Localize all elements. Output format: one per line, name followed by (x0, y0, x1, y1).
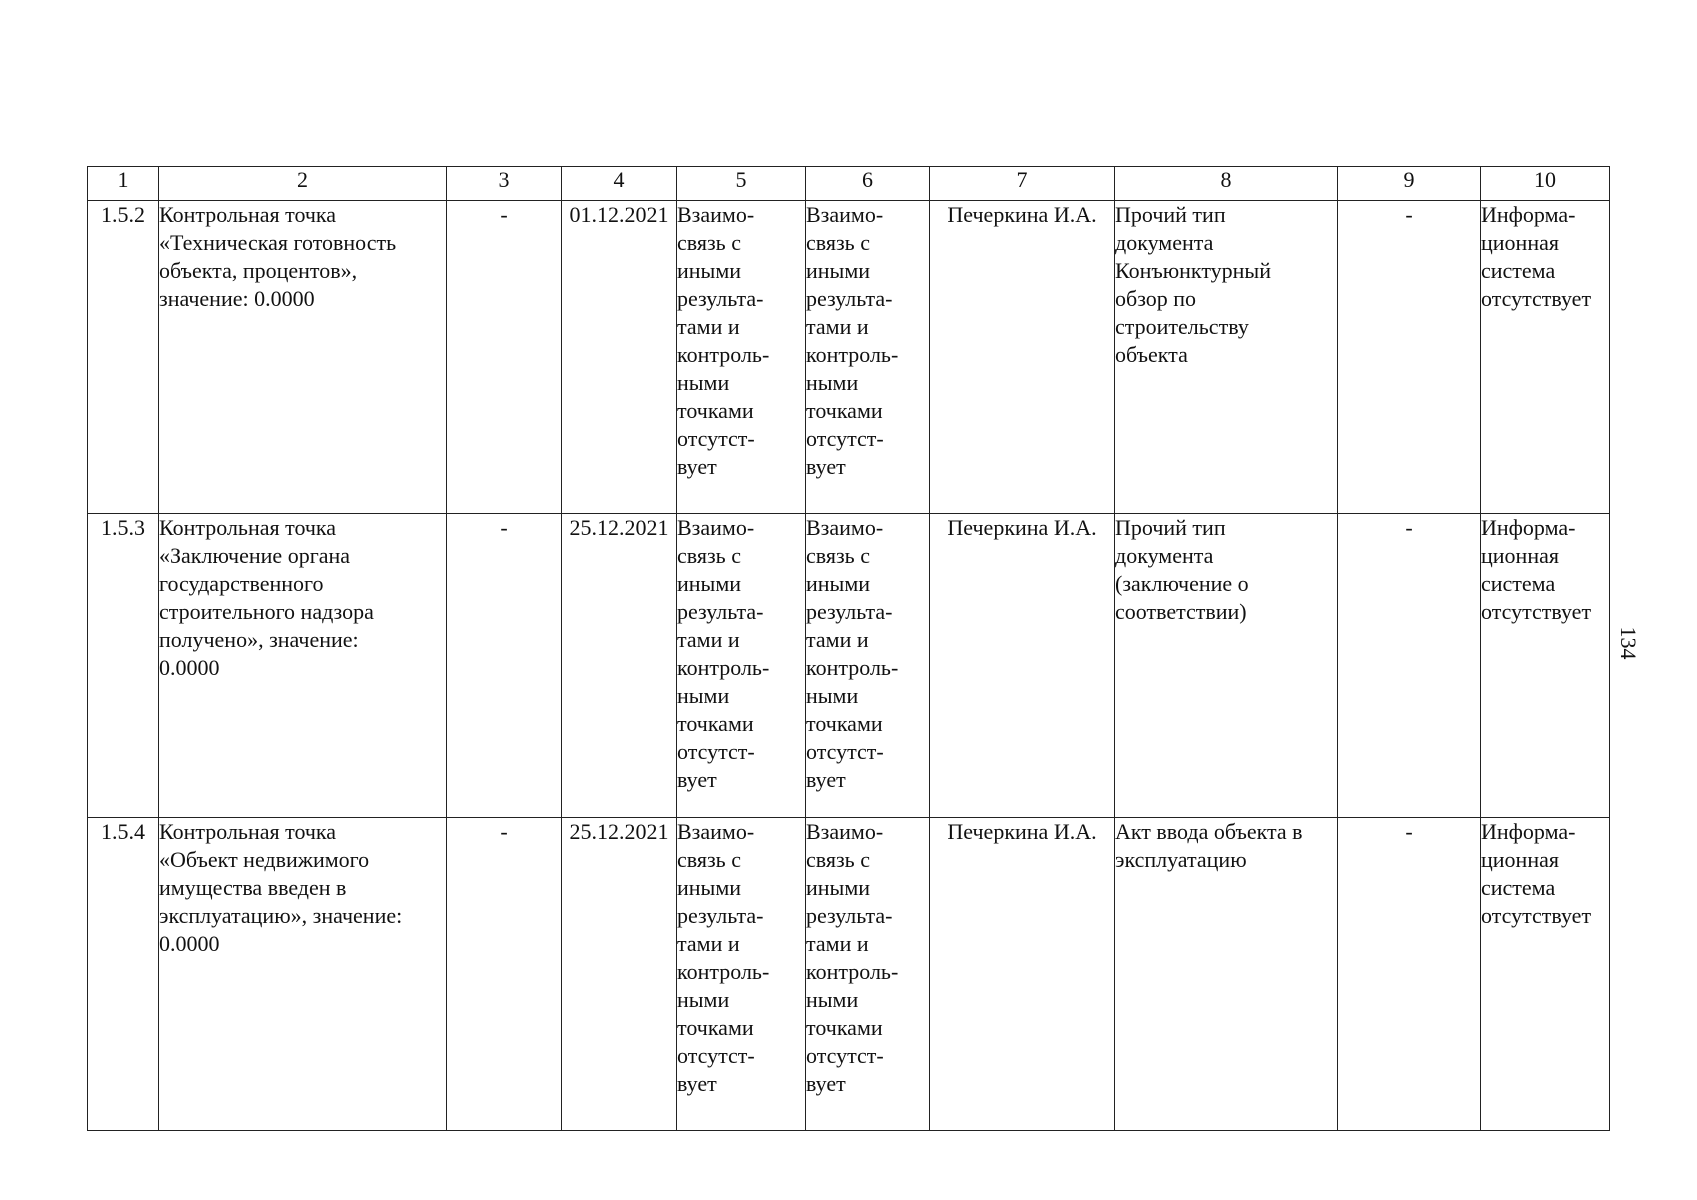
relation-cell-col6-line: вует (806, 1071, 846, 1096)
relation-cell-col5 (677, 201, 806, 514)
information-system-cell-line: система (1481, 875, 1556, 900)
control-point-name-cell (159, 818, 447, 1131)
relation-cell-col5-line: отсутст- (677, 1043, 755, 1068)
relation-cell-col6-line: вует (806, 767, 846, 792)
relation-cell-col5 (677, 818, 806, 1131)
relation-cell-col5-line: ными (677, 683, 730, 708)
control-point-name-cell-line: «Техническая готовность (159, 230, 397, 255)
relation-cell-col6-line: точками (806, 711, 883, 736)
date-cell: 01.12.2021 (562, 201, 677, 514)
table-body (88, 201, 1610, 1131)
responsible-person-cell: Печеркина И.А. (930, 514, 1115, 818)
column-header: 8 (1115, 167, 1338, 201)
relation-cell-col6-line: отсутст- (806, 1043, 884, 1068)
responsible-person-cell: Печеркина И.А. (930, 201, 1115, 514)
document-type-cell-line: эксплуатацию (1115, 847, 1247, 872)
control-point-name-cell-line: имущества введен в (159, 875, 347, 900)
relation-cell-col5-line: Взаимо- (677, 202, 755, 227)
document-type-cell-line: документа (1115, 543, 1214, 568)
relation-cell-col5-line: результа- (677, 903, 764, 928)
date-cell: 25.12.2021 (562, 818, 677, 1131)
control-point-name-cell-line: получено», значение: (159, 627, 359, 652)
document-type-cell-line: обзор по (1115, 286, 1197, 311)
relation-cell-col5-line: связь с (677, 230, 741, 255)
responsible-person-cell: Печеркина И.А. (930, 818, 1115, 1131)
information-system-cell-line: Информа- (1481, 202, 1576, 227)
control-point-name-cell-line: государственного (159, 571, 324, 596)
column-3-cell: - (447, 818, 562, 1131)
row-number-cell: 1.5.2 (88, 201, 159, 514)
column-header: 9 (1338, 167, 1481, 201)
control-point-name-cell-line: эксплуатацию», значение: (159, 903, 403, 928)
table-row (88, 514, 1610, 818)
relation-cell-col6-line: Взаимо- (806, 202, 884, 227)
relation-cell-col6-line: точками (806, 1015, 883, 1040)
control-point-name-cell-line: строительного надзора (159, 599, 374, 624)
column-header: 4 (562, 167, 677, 201)
document-type-cell-line: Конъюнктурный (1115, 258, 1271, 283)
control-point-name-cell-line: Контрольная точка (159, 819, 337, 844)
column-9-cell: - (1338, 818, 1481, 1131)
relation-cell-col5-line: результа- (677, 286, 764, 311)
information-system-cell-line: отсутствует (1481, 903, 1592, 928)
relation-cell-col6-line: тами и (806, 314, 869, 339)
relation-cell-col5-line: тами и (677, 931, 740, 956)
information-system-cell-line: Информа- (1481, 819, 1576, 844)
relation-cell-col5-line: ными (677, 370, 730, 395)
information-system-cell-line: отсутствует (1481, 286, 1592, 311)
column-3-cell: - (447, 514, 562, 818)
relation-cell-col6-line: результа- (806, 286, 893, 311)
relation-cell-col5-line: тами и (677, 314, 740, 339)
relation-cell-col5-line: тами и (677, 627, 740, 652)
relation-cell-col6-line: ными (806, 370, 859, 395)
column-9-cell: - (1338, 201, 1481, 514)
relation-cell-col5-line: Взаимо- (677, 515, 755, 540)
information-system-cell (1481, 514, 1610, 818)
document-type-cell-line: Прочий тип (1115, 202, 1226, 227)
control-point-name-cell-line: «Объект недвижимого (159, 847, 370, 872)
relation-cell-col6-line: связь с (806, 230, 870, 255)
document-type-cell-line: Прочий тип (1115, 515, 1226, 540)
relation-cell-col5-line: точками (677, 1015, 754, 1040)
information-system-cell-line: Информа- (1481, 515, 1576, 540)
relation-cell-col6-line: ными (806, 987, 859, 1012)
relation-cell-col5-line: вует (677, 767, 717, 792)
relation-cell-col6 (806, 201, 930, 514)
information-system-cell-line: система (1481, 258, 1556, 283)
relation-cell-col6-line: контроль- (806, 959, 899, 984)
document-type-cell (1115, 514, 1338, 818)
document-type-cell-line: соответствии) (1115, 599, 1247, 624)
information-system-cell-line: ционная (1481, 847, 1559, 872)
relation-cell-col6-line: Взаимо- (806, 819, 884, 844)
relation-cell-col5-line: отсутст- (677, 739, 755, 764)
column-header: 5 (677, 167, 806, 201)
table-row (88, 818, 1610, 1131)
relation-cell-col5-line: иными (677, 258, 742, 283)
information-system-cell (1481, 818, 1610, 1131)
control-point-name-cell-line: значение: 0.0000 (159, 286, 315, 311)
row-number-cell: 1.5.4 (88, 818, 159, 1131)
relation-cell-col6-line: иными (806, 258, 871, 283)
relation-cell-col6-line: отсутст- (806, 426, 884, 451)
table-row (88, 201, 1610, 514)
relation-cell-col6-line: вует (806, 454, 846, 479)
document-type-cell-line: строительству (1115, 314, 1249, 339)
relation-cell-col5 (677, 514, 806, 818)
relation-cell-col6-line: иными (806, 571, 871, 596)
row-number-cell: 1.5.3 (88, 514, 159, 818)
control-point-name-cell-line: Контрольная точка (159, 515, 337, 540)
control-point-name-cell-line: Контрольная точка (159, 202, 337, 227)
page-number: 134 (1616, 626, 1641, 660)
relation-cell-col5-line: ными (677, 987, 730, 1012)
relation-cell-col6-line: контроль- (806, 342, 899, 367)
information-system-cell-line: отсутствует (1481, 599, 1592, 624)
control-point-name-cell-line: «Заключение органа (159, 543, 351, 568)
control-point-name-cell (159, 201, 447, 514)
relation-cell-col6-line: отсутст- (806, 739, 884, 764)
relation-cell-col5-line: результа- (677, 599, 764, 624)
table-header-row (88, 167, 1610, 201)
relation-cell-col6-line: ными (806, 683, 859, 708)
column-header: 7 (930, 167, 1115, 201)
relation-cell-col5-line: отсутст- (677, 426, 755, 451)
document-type-cell (1115, 201, 1338, 514)
information-system-cell-line: система (1481, 571, 1556, 596)
column-3-cell: - (447, 201, 562, 514)
relation-cell-col6-line: контроль- (806, 655, 899, 680)
relation-cell-col6-line: иными (806, 875, 871, 900)
relation-cell-col5-line: Взаимо- (677, 819, 755, 844)
date-cell: 25.12.2021 (562, 514, 677, 818)
information-system-cell (1481, 201, 1610, 514)
relation-cell-col5-line: контроль- (677, 655, 770, 680)
relation-cell-col6-line: связь с (806, 543, 870, 568)
relation-cell-col5-line: вует (677, 454, 717, 479)
relation-cell-col6-line: Взаимо- (806, 515, 884, 540)
relation-cell-col6-line: результа- (806, 903, 893, 928)
column-header: 1 (88, 167, 159, 201)
relation-cell-col6 (806, 818, 930, 1131)
column-header: 2 (159, 167, 447, 201)
relation-cell-col5-line: точками (677, 398, 754, 423)
relation-cell-col6 (806, 514, 930, 818)
relation-cell-col6-line: связь с (806, 847, 870, 872)
relation-cell-col5-line: иными (677, 875, 742, 900)
relation-cell-col5-line: связь с (677, 543, 741, 568)
table-header (88, 167, 1610, 201)
relation-cell-col6-line: точками (806, 398, 883, 423)
information-system-cell-line: ционная (1481, 230, 1559, 255)
relation-cell-col5-line: связь с (677, 847, 741, 872)
document-type-cell-line: документа (1115, 230, 1214, 255)
column-header: 3 (447, 167, 562, 201)
control-point-name-cell-line: объекта, процентов», (159, 258, 358, 283)
column-header: 10 (1481, 167, 1610, 201)
relation-cell-col5-line: вует (677, 1071, 717, 1096)
column-9-cell: - (1338, 514, 1481, 818)
information-system-cell-line: ционная (1481, 543, 1559, 568)
document-type-cell-line: Акт ввода объекта в (1115, 819, 1303, 844)
document-type-cell-line: объекта (1115, 342, 1188, 367)
control-point-name-cell-line: 0.0000 (159, 931, 220, 956)
relation-cell-col6-line: результа- (806, 599, 893, 624)
column-header: 6 (806, 167, 930, 201)
relation-cell-col5-line: контроль- (677, 342, 770, 367)
control-points-table (87, 166, 1610, 1131)
document-type-cell (1115, 818, 1338, 1131)
control-point-name-cell (159, 514, 447, 818)
control-point-name-cell-line: 0.0000 (159, 655, 220, 680)
relation-cell-col6-line: тами и (806, 627, 869, 652)
relation-cell-col5-line: иными (677, 571, 742, 596)
relation-cell-col5-line: контроль- (677, 959, 770, 984)
document-type-cell-line: (заключение о (1115, 571, 1249, 596)
relation-cell-col5-line: точками (677, 711, 754, 736)
relation-cell-col6-line: тами и (806, 931, 869, 956)
